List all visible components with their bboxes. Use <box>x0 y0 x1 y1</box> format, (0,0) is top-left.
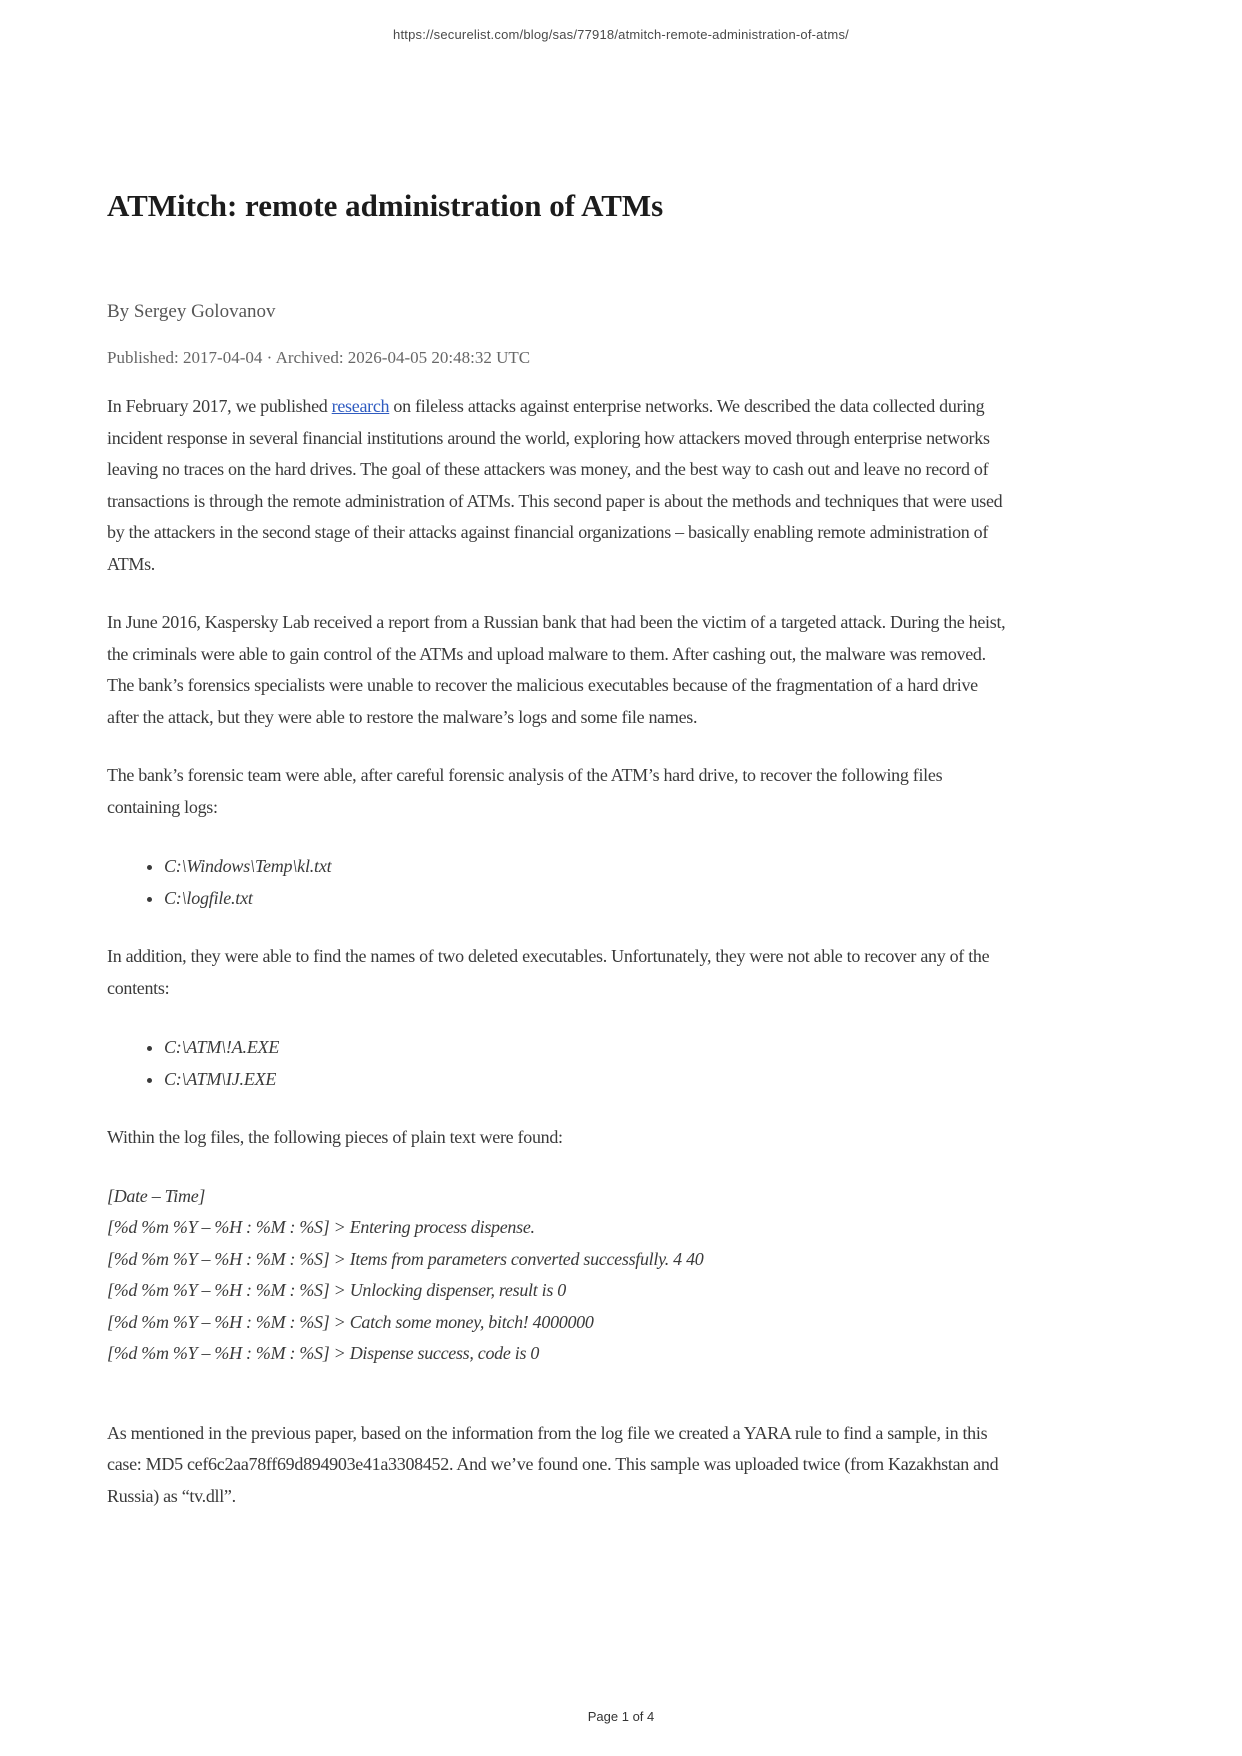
paragraph-log-files-intro: Within the log files, the following pieces of plain text were found: <box>107 1127 563 1147</box>
log-line: [%d %m %Y – %H : %M : %S] > Items from parameters converted successfully. 4 40 <box>107 1248 704 1269</box>
log-files-list <box>107 850 1007 914</box>
paragraph-forensic-team: The bank’s forensic team were able, after careful forensic analysis of the ATM’s hard drive, to recover the following files containing logs: <box>107 765 943 817</box>
research-link[interactable]: research <box>331 396 390 416</box>
paragraph-intro-after-link: on fileless attacks against enterprise networks. We described the data collected during incident response in several financial institutions around the world, exploring how attackers moved through enterprise networks leaving no traces on the hard drives. The goal of these attackers was money, and the best way to cash out and leave no record of transactions is through the remote administration of ATMs. This second paper is about the methods and techniques that were used by the attackers in the second stage of their attacks against financial organizations – basically enabling remote administration of ATMs. <box>107 396 1003 574</box>
page-number: Page 1 of 4 <box>587 1709 655 1724</box>
log-line: [Date – Time] <box>107 1185 206 1206</box>
paragraph-intro-before-link: In February 2017, we published <box>107 396 332 416</box>
log-line: [%d %m %Y – %H : %M : %S] > Dispense success, code is 0 <box>107 1343 540 1363</box>
list-item: • C:\ATM\IJ.EXE <box>164 1063 1007 1095</box>
list-item: • C:\ATM\!A.EXE <box>164 1031 1007 1063</box>
article-byline: By Sergey Golovanov <box>107 301 276 322</box>
log-line: [%d %m %Y – %H : %M : %S] > Entering process dispense. <box>107 1217 535 1237</box>
list-item: • C:\Windows\Temp\kl.txt <box>164 850 1007 882</box>
log-line: [%d %m %Y – %H : %M : %S] > Catch some money, bitch! 4000000 <box>107 1311 594 1332</box>
executables-list <box>107 1031 1007 1095</box>
log-line: [%d %m %Y – %H : %M : %S] > Unlocking dispenser, result is 0 <box>107 1280 566 1300</box>
print-header-url: https://securelist.com/blog/sas/77918/atmitch-remote-administration-of-atms/ <box>393 27 849 42</box>
paragraph-yara-rule: As mentioned in the previous paper, based on the information from the log file we created a YARA rule to find a sample, in this case: MD5 cef6c2aa78ff69d894903e41a3308452. And we’ve found one. This sample was uploaded twice (from Kazakhstan and Russia) as “tv.dll”. <box>107 1422 999 1506</box>
paragraph-june-2016: In June 2016, Kaspersky Lab received a report from a Russian bank that had been the victim of a targeted attack. During the heist, the criminals were able to gain control of the ATMs and upload malware to them. After cashing out, the malware was removed. The bank’s forensics specialists were unable to recover the malicious executables because of the fragmentation of a hard drive after the attack, but they were able to restore the malware’s logs and some file names. <box>107 612 1006 727</box>
article <box>107 188 1007 1512</box>
article-title: ATMitch: remote administration of ATMs <box>107 188 664 223</box>
paragraph-deleted-executables: In addition, they were able to find the names of two deleted executables. Unfortunately, they were not able to recover any of the contents: <box>107 946 990 998</box>
paragraph-intro <box>107 391 1007 580</box>
log-excerpt <box>107 1181 1007 1370</box>
list-item: • C:\logfile.txt <box>164 882 1007 914</box>
article-meta: Published: 2017-04-04 · Archived: 2026-04-05 20:48:32 UTC <box>107 348 531 367</box>
